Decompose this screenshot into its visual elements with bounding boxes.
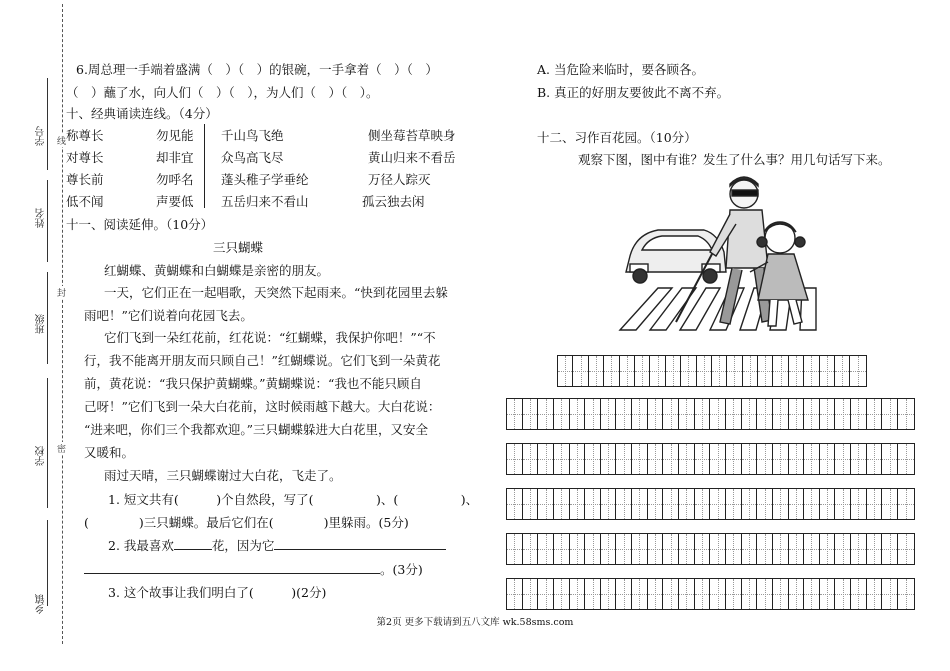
grid-cell[interactable]: [898, 399, 914, 429]
grid-cell[interactable]: [695, 579, 711, 609]
grid-cell[interactable]: [804, 399, 820, 429]
grid-cell[interactable]: [757, 489, 773, 519]
grid-cell[interactable]: [681, 356, 696, 386]
grid-cell[interactable]: [679, 489, 695, 519]
grid-cell[interactable]: [757, 399, 773, 429]
writing-grid-row[interactable]: [506, 443, 915, 475]
q10-right2: 黄山归来不看岳: [368, 150, 456, 165]
writing-grid-row[interactable]: [506, 488, 915, 520]
q6-line1: 6.周总理一手端着盛满（ ）（ ）的银碗，一手拿着（ ）（ ）: [76, 62, 438, 77]
grid-cell[interactable]: [507, 534, 523, 564]
q10-right2: 孤云独去闲: [362, 194, 425, 209]
q10-left1: 尊长前: [66, 172, 104, 187]
grid-cell[interactable]: [835, 579, 851, 609]
story-line: 雨过天晴，三只蝴蝶谢过大白花，飞走了。: [104, 468, 342, 483]
grid-cell[interactable]: [789, 579, 805, 609]
writing-grid-row[interactable]: [557, 355, 867, 387]
grid-cell[interactable]: [757, 579, 773, 609]
story-line: 前，黄花说：“我只保护黄蝴蝶。”黄蝴蝶说：“我也不能只顾自: [84, 376, 422, 391]
grid-cell[interactable]: [632, 399, 648, 429]
grid-cell[interactable]: [710, 579, 726, 609]
grid-cell[interactable]: [851, 534, 867, 564]
grid-cell[interactable]: [538, 399, 554, 429]
q10-left1: 称尊长: [66, 128, 104, 143]
grid-cell[interactable]: [570, 534, 586, 564]
grid-cell[interactable]: [820, 579, 836, 609]
story-line: 己呀！”它们飞到一朵大白花前，这时候雨越下越大。大白花说：: [84, 399, 441, 414]
grid-cell[interactable]: [554, 579, 570, 609]
grid-cell[interactable]: [538, 579, 554, 609]
grid-cell[interactable]: [804, 534, 820, 564]
grid-cell[interactable]: [742, 579, 758, 609]
zebra-stripe: [650, 288, 696, 330]
grid-cell[interactable]: [554, 534, 570, 564]
grid-cell[interactable]: [616, 399, 632, 429]
grid-cell[interactable]: [635, 356, 650, 386]
grid-cell[interactable]: [604, 356, 619, 386]
grid-cell[interactable]: [898, 579, 914, 609]
grid-cell[interactable]: [663, 399, 679, 429]
grid-cell[interactable]: [898, 489, 914, 519]
grid-cell[interactable]: [570, 489, 586, 519]
grid-cell[interactable]: [882, 489, 898, 519]
grid-cell[interactable]: [697, 356, 712, 386]
grid-cell[interactable]: [712, 356, 727, 386]
grid-cell[interactable]: [632, 489, 648, 519]
grid-cell[interactable]: [538, 534, 554, 564]
grid-cell[interactable]: [710, 399, 726, 429]
grid-cell[interactable]: [851, 399, 867, 429]
student-id-label: 学号: [36, 126, 47, 146]
q10-right2: 侧坐莓苔草映身: [368, 128, 456, 143]
grid-cell[interactable]: [851, 579, 867, 609]
q12-title: 十二、习作百花园。（10分）: [537, 130, 697, 145]
grid-cell[interactable]: [820, 399, 836, 429]
grid-cell[interactable]: [523, 534, 539, 564]
grid-cell[interactable]: [507, 489, 523, 519]
school-label: 学校: [36, 446, 47, 466]
grid-cell[interactable]: [570, 444, 586, 474]
grid-cell[interactable]: [679, 534, 695, 564]
grid-cell[interactable]: [585, 489, 601, 519]
grid-cell[interactable]: [757, 444, 773, 474]
q6-line2: （ ）蘸了水，向人们（ ）（ ），为人们（ ）（ ）。: [66, 85, 379, 100]
grid-cell[interactable]: [742, 399, 758, 429]
zebra-stripe: [680, 288, 720, 330]
grid-cell[interactable]: [601, 444, 617, 474]
grid-cell[interactable]: [507, 579, 523, 609]
grid-cell[interactable]: [554, 489, 570, 519]
grid-cell[interactable]: [695, 489, 711, 519]
q11-sub2: [108, 536, 446, 554]
grid-cell[interactable]: [663, 444, 679, 474]
school-blank: [47, 378, 48, 508]
grid-cell[interactable]: [820, 489, 836, 519]
grid-cell[interactable]: [695, 399, 711, 429]
grid-cell[interactable]: [867, 489, 883, 519]
grid-cell[interactable]: [835, 534, 851, 564]
grid-cell[interactable]: [742, 489, 758, 519]
grid-cell[interactable]: [835, 399, 851, 429]
grid-cell[interactable]: [695, 534, 711, 564]
grid-cell[interactable]: [601, 579, 617, 609]
grid-cell[interactable]: [620, 356, 635, 386]
grid-cell[interactable]: [648, 399, 664, 429]
grid-cell[interactable]: [882, 399, 898, 429]
grid-cell[interactable]: [726, 534, 742, 564]
grid-cell[interactable]: [650, 356, 665, 386]
grid-cell[interactable]: [820, 534, 836, 564]
story-line: 它们飞到一朵红花前，红花说：“红蝴蝶，我保护你吧！”“不: [104, 330, 436, 345]
grid-cell[interactable]: [820, 356, 835, 386]
grid-cell[interactable]: [538, 489, 554, 519]
grid-cell[interactable]: [601, 399, 617, 429]
grid-cell[interactable]: [589, 356, 604, 386]
grid-cell[interactable]: [710, 534, 726, 564]
story-line: 又暖和。: [84, 445, 135, 460]
grid-cell[interactable]: [727, 356, 742, 386]
student-id-blank: [47, 78, 48, 170]
grid-cell[interactable]: [663, 534, 679, 564]
q10-left2: 勿呼名: [156, 172, 194, 187]
grid-cell[interactable]: [663, 489, 679, 519]
q10-title: 十、经典诵读连线。（4分）: [66, 106, 218, 121]
grid-cell[interactable]: [710, 489, 726, 519]
grid-cell[interactable]: [632, 579, 648, 609]
grid-cell[interactable]: [804, 579, 820, 609]
grid-cell[interactable]: [867, 399, 883, 429]
grid-cell[interactable]: [666, 356, 681, 386]
grid-cell[interactable]: [835, 356, 850, 386]
class-label: 班级: [36, 314, 47, 334]
grid-cell[interactable]: [898, 444, 914, 474]
grid-cell[interactable]: [773, 399, 789, 429]
grid-cell[interactable]: [648, 444, 664, 474]
grid-cell[interactable]: [773, 444, 789, 474]
favorite-flower-blank[interactable]: [174, 549, 212, 550]
grid-cell[interactable]: [726, 399, 742, 429]
grid-cell[interactable]: [663, 579, 679, 609]
grid-cell[interactable]: [804, 489, 820, 519]
grid-cell[interactable]: [710, 444, 726, 474]
q10-right1: 众鸟高飞尽: [221, 150, 284, 165]
grid-cell[interactable]: [695, 444, 711, 474]
reason-blank-line2[interactable]: [84, 573, 380, 574]
grid-cell[interactable]: [585, 579, 601, 609]
grid-cell[interactable]: [554, 399, 570, 429]
grid-cell[interactable]: [523, 444, 539, 474]
grid-cell[interactable]: [585, 399, 601, 429]
writing-grid-row[interactable]: [506, 578, 915, 610]
binding-dashed-line: [62, 4, 63, 644]
grid-cell[interactable]: [789, 444, 805, 474]
story-line: 一天，它们正在一起唱歌，天突然下起雨来。“快到花园里去躲: [104, 285, 448, 300]
q11-sub1-line1: 1. 短文共有( )个自然段，写了( )、( )、: [108, 492, 479, 507]
crosswalk-illustration: [612, 172, 830, 340]
grid-cell[interactable]: [789, 534, 805, 564]
grid-cell[interactable]: [726, 579, 742, 609]
q10-left2: 却非宜: [156, 150, 194, 165]
page-footer: 第2页 更多下载请到五八文库 wk.58sms.com: [376, 617, 574, 628]
grid-cell[interactable]: [742, 444, 758, 474]
grid-cell[interactable]: [789, 356, 804, 386]
grid-cell[interactable]: [757, 534, 773, 564]
name-label: 姓名: [36, 208, 47, 228]
grid-cell[interactable]: [804, 356, 819, 386]
grid-cell[interactable]: [867, 534, 883, 564]
grid-cell[interactable]: [616, 489, 632, 519]
q11-sub2-prefix: 2. 我最喜欢: [108, 538, 174, 553]
grid-cell[interactable]: [538, 444, 554, 474]
grid-cell[interactable]: [554, 444, 570, 474]
grid-cell[interactable]: [616, 534, 632, 564]
grid-cell[interactable]: [632, 444, 648, 474]
grid-cell[interactable]: [898, 534, 914, 564]
grid-cell[interactable]: [507, 444, 523, 474]
q11-sub3: 3. 这个故事让我们明白了( )(2分): [108, 585, 327, 600]
seal-char-line: 线: [57, 134, 66, 147]
grid-cell[interactable]: [773, 356, 788, 386]
q10-left2: 勿见能: [156, 128, 194, 143]
grid-cell[interactable]: [616, 444, 632, 474]
seal-char-secret: 密: [57, 442, 66, 455]
grid-cell[interactable]: [523, 399, 539, 429]
grid-cell[interactable]: [789, 489, 805, 519]
choice-a: A. 当危险来临时，要各顾各。: [537, 62, 704, 77]
q11-sub1-line2: ( )三只蝴蝶。最后它们在( )里躲雨。(5分): [84, 515, 409, 530]
grid-cell[interactable]: [726, 444, 742, 474]
q12-prompt: 观察下图，图中有谁？发生了什么事？用几句话写下来。: [578, 152, 891, 167]
q11-sub2-middle: 花，因为它: [211, 538, 275, 553]
grid-cell[interactable]: [507, 399, 523, 429]
grid-cell[interactable]: [601, 489, 617, 519]
grid-cell[interactable]: [882, 444, 898, 474]
reason-blank[interactable]: [274, 549, 446, 550]
seal-char-seal: 封: [57, 286, 66, 299]
grid-cell[interactable]: [850, 356, 865, 386]
story-title: 三只蝴蝶: [213, 240, 264, 255]
story-line: “进来吧，你们三个我都欢迎。”三只蝴蝶躲进大白花里，又安全: [84, 422, 429, 437]
zebra-stripe: [620, 288, 672, 330]
grid-cell[interactable]: [679, 579, 695, 609]
grid-cell[interactable]: [523, 489, 539, 519]
q10-right2: 万径人踪灭: [368, 172, 431, 187]
grid-cell[interactable]: [632, 534, 648, 564]
grid-cell[interactable]: [558, 356, 573, 386]
grid-cell[interactable]: [867, 444, 883, 474]
grid-cell[interactable]: [616, 579, 632, 609]
story-line: 行，我不能离开朋友而只顾自己！”红蝴蝶说。它们飞到一朵黄花: [84, 353, 441, 368]
writing-grid-row[interactable]: [506, 533, 915, 565]
grid-cell[interactable]: [835, 444, 851, 474]
grid-cell[interactable]: [820, 444, 836, 474]
q10-divider: [204, 124, 205, 208]
grid-cell[interactable]: [573, 356, 588, 386]
story-line: 雨吧！”它们说着向花园飞去。: [84, 308, 253, 323]
grid-cell[interactable]: [570, 399, 586, 429]
grid-cell[interactable]: [773, 534, 789, 564]
q10-left1: 低不闻: [66, 194, 104, 209]
grid-cell[interactable]: [758, 356, 773, 386]
grid-cell[interactable]: [882, 534, 898, 564]
q11-sub2-cont: [84, 560, 423, 578]
grid-cell[interactable]: [648, 579, 664, 609]
grid-cell[interactable]: [851, 489, 867, 519]
grid-cell[interactable]: [679, 399, 695, 429]
q10-right1: 蓬头稚子学垂纶: [221, 172, 309, 187]
grid-cell[interactable]: [679, 444, 695, 474]
choice-b: B. 真正的好朋友要彼此不离不弃。: [537, 85, 730, 100]
q10-left2: 声要低: [156, 194, 194, 209]
q10-right1: 五岳归来不看山: [221, 194, 309, 209]
grid-cell[interactable]: [789, 399, 805, 429]
grid-cell[interactable]: [570, 579, 586, 609]
writing-grid-row[interactable]: [506, 398, 915, 430]
township-label: 乡镇: [36, 594, 47, 614]
grid-cell[interactable]: [648, 489, 664, 519]
grid-cell[interactable]: [773, 489, 789, 519]
grid-cell[interactable]: [851, 444, 867, 474]
grid-cell[interactable]: [743, 356, 758, 386]
grid-cell[interactable]: [585, 534, 601, 564]
grid-cell[interactable]: [867, 579, 883, 609]
grid-cell[interactable]: [648, 534, 664, 564]
grid-cell[interactable]: [773, 579, 789, 609]
q11-title: 十一、阅读延伸。（10分）: [66, 217, 214, 232]
grid-cell[interactable]: [804, 444, 820, 474]
grid-cell[interactable]: [601, 534, 617, 564]
grid-cell[interactable]: [882, 579, 898, 609]
grid-cell[interactable]: [585, 444, 601, 474]
grid-cell[interactable]: [742, 534, 758, 564]
grid-cell[interactable]: [726, 489, 742, 519]
story-line: 红蝴蝶、黄蝴蝶和白蝴蝶是亲密的朋友。: [104, 263, 330, 278]
q10-left1: 对尊长: [66, 150, 104, 165]
grid-cell[interactable]: [835, 489, 851, 519]
q10-right1: 千山鸟飞绝: [221, 128, 284, 143]
q11-sub2-end: 。(3分): [380, 562, 423, 577]
grid-cell[interactable]: [523, 579, 539, 609]
